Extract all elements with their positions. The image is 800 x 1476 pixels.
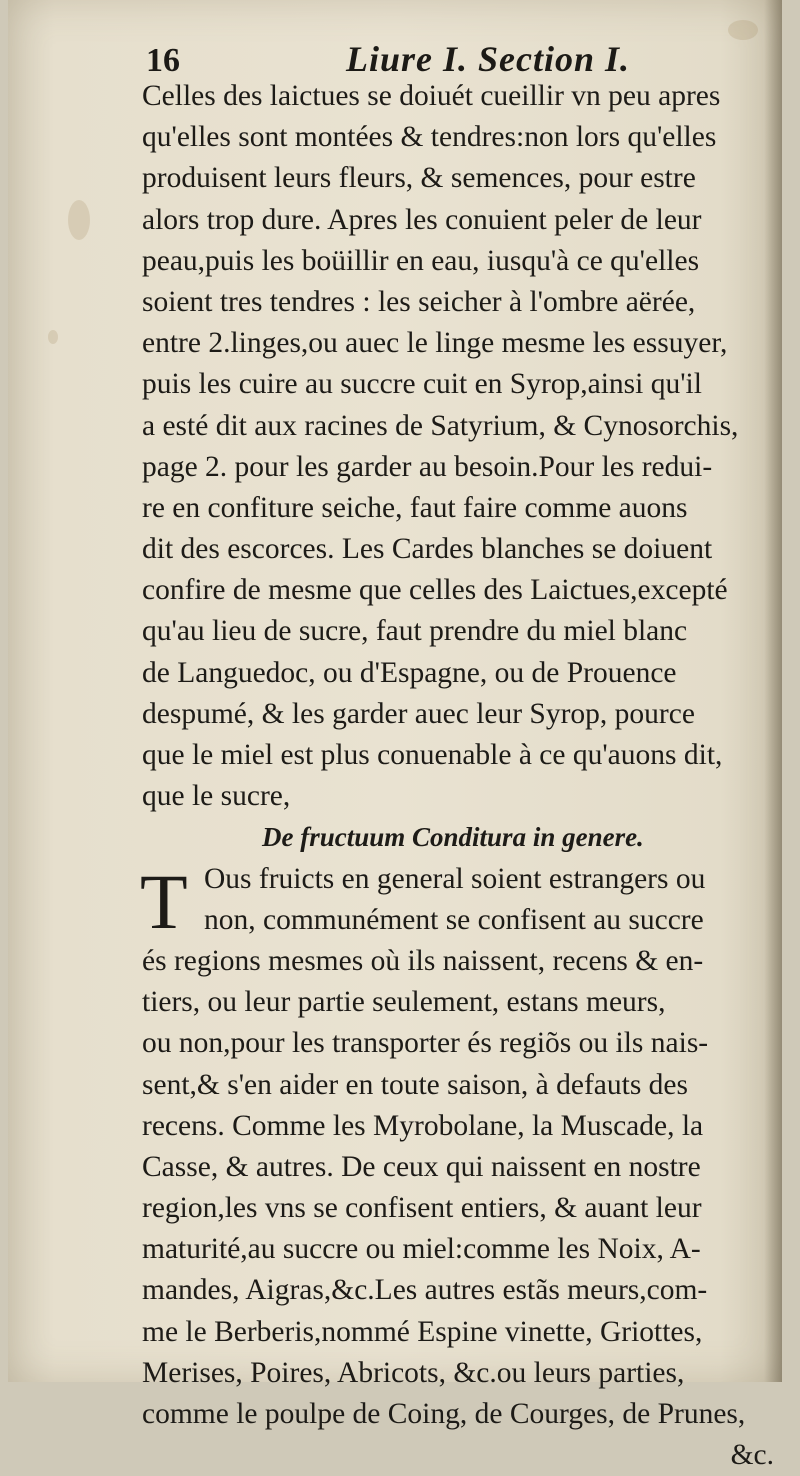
body-text [142, 76, 782, 1476]
text-line: region,les vns se confisent entiers, & auant leur [142, 1192, 702, 1225]
text-line: sent,& s'en aider en toute saison, à defauts des [142, 1068, 688, 1101]
text-line: non, communément se confisent au succre [204, 903, 704, 936]
text-line: és regions mesmes où ils naissent, recens & en- [142, 944, 704, 977]
text-line: despumé, & les garder auec leur Syrop, pource [142, 697, 695, 730]
text-line: Casse, & autres. De ceux qui naissent en nostre [142, 1150, 701, 1183]
text-line: comme le poulpe de Coing, de Courges, de Prunes, [142, 1398, 746, 1430]
text-line: soient tres tendres : les seicher à l'ombre aërée, [142, 285, 696, 318]
book-page [8, 0, 782, 1472]
paragraph-2 [142, 941, 782, 1435]
text-line: Celles des laictues se doiuét cueillir vn peu apres [142, 80, 721, 112]
catchword: &c. [730, 1439, 774, 1472]
text-line: ou non,pour les transporter és regiõs ou ils nais- [142, 1027, 709, 1060]
text-line: me le Berberis,nommé Espine vinette, Griottes, [142, 1315, 703, 1348]
text-line: puis les cuire au succre cuit en Syrop,ainsi qu'il [142, 368, 702, 401]
text-line: entre 2.linges,ou auec le linge mesme les essuyer, [142, 327, 728, 360]
running-title: Liure I. Section I. [346, 39, 631, 79]
foxing-stain [48, 330, 58, 344]
text-line: re en confiture seiche, faut faire comme auons [142, 491, 688, 524]
page-number: 16 [146, 42, 180, 79]
section-heading: De fructuum Conditura in genere. [262, 822, 644, 853]
text-line: produisent leurs fleurs, & semences, pour estre [142, 162, 696, 195]
text-line: que le miel est plus conuenable à ce qu'auons dit, [142, 739, 723, 771]
text-line: peau,puis les boüillir en eau, iusqu'à ce qu'elles [142, 244, 700, 277]
foxing-stain [728, 20, 758, 40]
text-line: qu'elles sont montées & tendres:non lors qu'elles [142, 121, 717, 154]
foxing-stain [68, 200, 90, 240]
paragraph-2-opening [140, 857, 782, 945]
text-line: Merises, Poires, Abricots, &c.ou leurs parties, [142, 1356, 685, 1389]
text-line: recens. Comme les Myrobolane, la Muscade, la [142, 1109, 704, 1142]
text-line: dit des escorces. Les Cardes blanches se doiuent [142, 533, 713, 566]
text-line: mandes, Aigras,&c.Les autres estãs meurs,com- [142, 1274, 708, 1307]
text-line: Ous fruicts en general soient estrangers ou [204, 862, 706, 895]
text-line: que le sucre, [142, 780, 291, 813]
paragraph-1 [142, 76, 782, 817]
text-line: tiers, ou leur partie seulement, estans meurs, [142, 986, 666, 1019]
text-line: qu'au lieu de sucre, faut prendre du miel blanc [142, 615, 688, 648]
text-line: de Languedoc, ou d'Espagne, ou de Prouence [142, 656, 677, 689]
text-line: a esté dit aux racines de Satyrium, & Cynosorchis, [142, 409, 739, 442]
text-line: confire de mesme que celles des Laictues,excepté [142, 574, 728, 607]
drop-cap: T [140, 857, 188, 945]
text-line: maturité,au succre ou miel:comme les Noix, A- [142, 1233, 701, 1266]
text-line: page 2. pour les garder au besoin.Pour les redui- [142, 450, 713, 483]
text-line: alors trop dure. Apres les conuient peler de leur [142, 203, 702, 236]
